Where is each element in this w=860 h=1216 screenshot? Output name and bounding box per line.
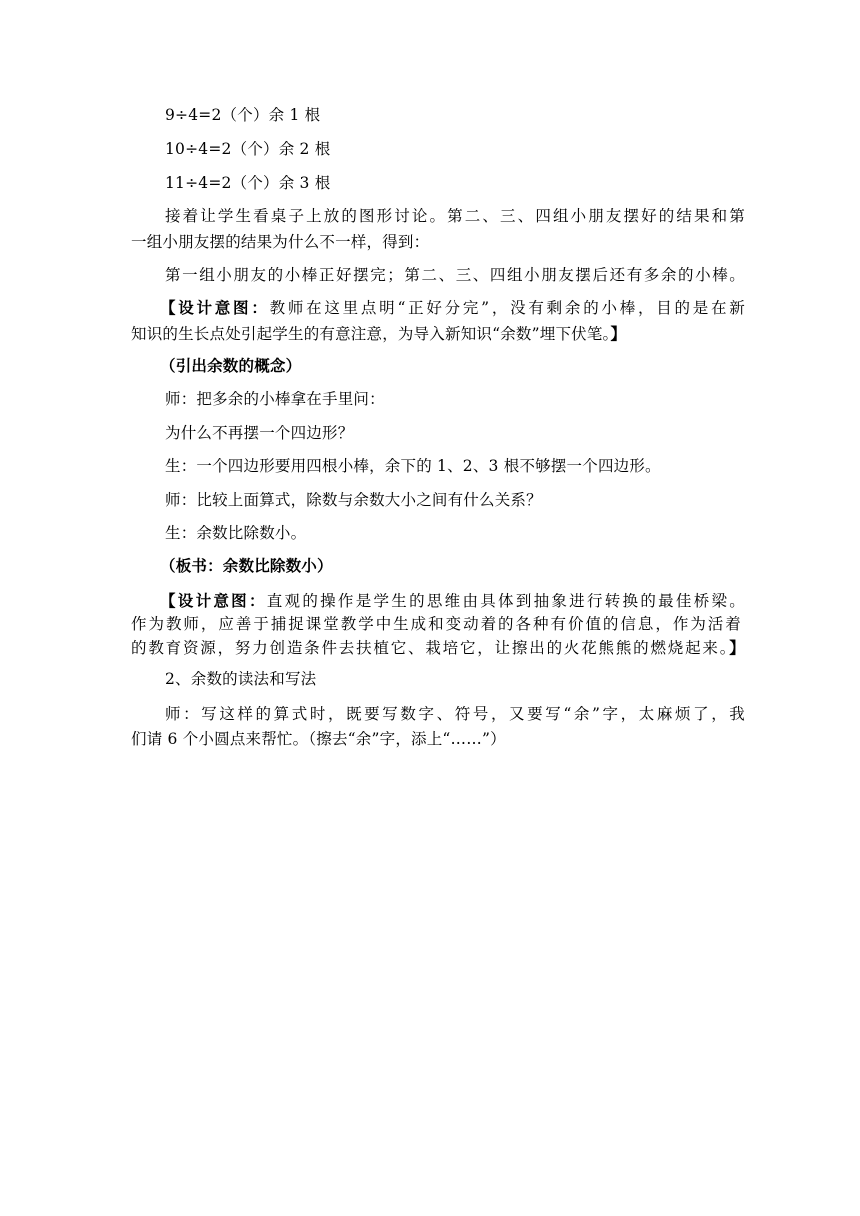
formula-line: 11÷4=2（个）余 3 根 xyxy=(165,174,331,192)
design-intent-line: 作为教师，应善于捕捉课堂教学中生成和变动着的各种有价值的信息，作为活着 xyxy=(131,615,741,633)
design-intent-text: 知识的生长点处引起学生的有意注意，为导入新知识“余数”埋下伏笔。 xyxy=(131,325,611,343)
dialogue-line: 生：余数比除数小。 xyxy=(165,524,307,542)
design-intent-text: 直观的操作是学生的思维由具体到抽象进行转换的最佳桥梁。 xyxy=(266,592,746,610)
design-intent-line xyxy=(160,298,745,318)
design-intent-text: 教师在这里点明“正好分完”，没有剩余的小棒，目的是在新 xyxy=(269,299,746,317)
dialogue-line: 为什么不再摆一个四边形？ xyxy=(165,424,354,442)
formula-line: 10÷4=2（个）余 2 根 xyxy=(165,140,331,158)
dialogue-line: 们请 6 个小圆点来帮忙。（擦去“余”字，添上“……”） xyxy=(131,730,506,748)
section-heading: 2、余数的读法和写法 xyxy=(165,670,317,688)
design-intent-close: 】 xyxy=(610,324,627,343)
dialogue-line: 师：比较上面算式，除数与余数大小之间有什么关系？ xyxy=(165,491,542,509)
design-intent-label: 【设计意图： xyxy=(160,298,270,317)
design-intent-text: 的教育资源，努力创造条件去扶植它、栽培它，让擦出的火花熊熊的燃烧起来。 xyxy=(131,639,730,657)
dialogue-line: 生：一个四边形要用四根小棒，余下的 1、2、3 根不够摆一个四边形。 xyxy=(165,457,661,475)
design-intent-line xyxy=(160,591,745,611)
board-note: （板书：余数比除数小） xyxy=(160,556,333,575)
formula-line: 9÷4=2（个）余 1 根 xyxy=(165,106,321,124)
design-intent-close: 】 xyxy=(729,638,745,657)
dialogue-line: 师：写这样的算式时，既要写数字、符号，又要写“余”字，太麻烦了，我 xyxy=(165,705,745,723)
paragraph-line: 第一组小朋友的小棒正好摆完；第二、三、四组小朋友摆后还有多余的小棒。 xyxy=(165,266,745,284)
design-intent-line xyxy=(131,638,745,658)
design-intent-label: 【设计意图： xyxy=(160,591,267,610)
paragraph-line: 接着让学生看桌子上放的图形讨论。第二、三、四组小朋友摆好的结果和第 xyxy=(165,207,745,225)
dialogue-line: 师：把多余的小棒拿在手里问： xyxy=(165,390,385,408)
paragraph-line: 一组小朋友摆的结果为什么不一样，得到： xyxy=(131,233,430,251)
design-intent-line xyxy=(131,324,626,344)
section-heading: （引出余数的概念） xyxy=(160,356,302,375)
